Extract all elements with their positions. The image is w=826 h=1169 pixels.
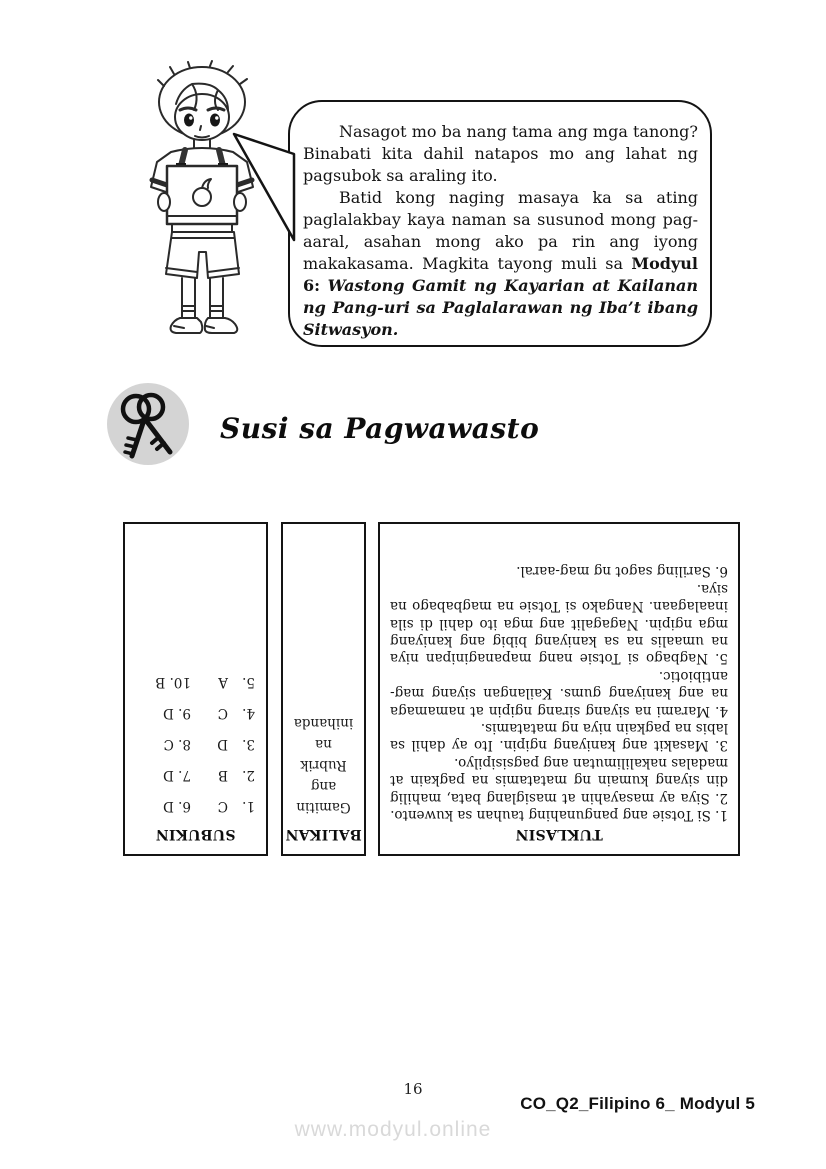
answer-box-balikan bbox=[281, 522, 366, 856]
item-number: 5. bbox=[242, 674, 255, 690]
answer-row bbox=[125, 675, 266, 689]
subukin-rows bbox=[125, 675, 266, 813]
tuklasin-item: 2. Siya ay masayahin at masiglang bata, mahilig din siyang kumain ng matatamis na pagkain at madalas nakalilimutan ang pagsisipilyo. bbox=[390, 754, 728, 806]
balikan-line: inihanda bbox=[293, 715, 354, 731]
answer-row bbox=[125, 799, 266, 813]
balikan-line: Gamitin bbox=[296, 799, 351, 815]
answer-row bbox=[125, 768, 266, 782]
answer-row bbox=[125, 706, 266, 720]
item-number: 2. bbox=[242, 767, 255, 783]
bubble-paragraph-2 bbox=[303, 187, 698, 341]
tuklasin-item: 4. Marami na siyang sirang ngipin at namamaga na ang kaniyang gums. Kailangan siyang mag-antibiotic. bbox=[390, 667, 728, 719]
subukin-title: SUBUKIN bbox=[155, 826, 236, 842]
tuklasin-item: 3. Masakit ang kaniyang ngipin. Ito ay dahil sa labis na pagkain niya ng matatamis. bbox=[390, 719, 728, 754]
tuklasin-item: 6. Sariling sagot ng mag-aaral. bbox=[516, 563, 728, 580]
balikan-line: Rubrik bbox=[300, 757, 347, 773]
answer-box-tuklasin bbox=[378, 522, 740, 856]
bubble-text-bold-italic: Wastong Gamit ng Kayarian at Kailanan ng Pang-uri sa Paglalarawan ng Iba’t ibang Sitwasyon. bbox=[303, 276, 698, 339]
balikan-line: ang bbox=[310, 778, 337, 794]
page-number: 16 bbox=[403, 1080, 423, 1098]
item-pair: 10. B bbox=[155, 674, 191, 690]
item-pair: 7. D bbox=[163, 767, 191, 783]
tuklasin-item: 5. Nagbago si Totsie nang mapanaginipan niya na umaalis na sa kaniyang bibig ang kaniyang mga ngipin. Nagagalit ang mga ito dahil di sila inaalagaan. Nangako si Totsie na magbabago na siya. bbox=[390, 580, 728, 667]
item-answer: C bbox=[217, 798, 228, 814]
balikan-title: BALIKAN bbox=[285, 826, 362, 842]
bubble-text-normal: Batid kong naging masaya ka sa ating paglalakbay kaya naman sa susunod mong pag-aaral, asahan mong ako pa rin ang iyong makakasama. Magkita tayong muli sa bbox=[303, 188, 698, 273]
item-number: 4. bbox=[242, 705, 255, 721]
item-answer: B bbox=[218, 767, 228, 783]
tuklasin-item: 1. Si Totsie ang pangunahing tauhan sa kuwento. bbox=[390, 807, 728, 823]
item-number: 1. bbox=[242, 798, 255, 814]
item-number: 3. bbox=[242, 736, 255, 752]
item-pair: 8. C bbox=[163, 736, 191, 752]
speech-tail-icon bbox=[232, 128, 298, 246]
watermark-text: www.modyul.online bbox=[294, 1118, 492, 1141]
speech-bubble bbox=[288, 100, 712, 347]
answer-box-subukin bbox=[123, 522, 268, 856]
tuklasin-title: TUKLASIN bbox=[515, 826, 603, 842]
item-pair: 9. D bbox=[163, 705, 191, 721]
item-answer: C bbox=[217, 705, 228, 721]
balikan-text bbox=[283, 712, 364, 817]
item-answer: D bbox=[217, 736, 228, 752]
answer-row bbox=[125, 737, 266, 751]
item-answer: A bbox=[218, 674, 228, 690]
bubble-text-bold: Modyul 6: bbox=[303, 254, 698, 295]
tuklasin-items bbox=[380, 562, 738, 826]
keys-icon bbox=[106, 382, 190, 466]
section-title: Susi sa Pagwawasto bbox=[220, 412, 540, 445]
balikan-line: na bbox=[315, 736, 332, 752]
bubble-paragraph-1: Nasagot mo ba nang tama ang mga tanong? Binabati kita dahil natapos mo ang lahat ng pagsubok sa araling ito. bbox=[303, 122, 698, 185]
footer-module-code: CO_Q2_Filipino 6_ Modyul 5 bbox=[520, 1094, 755, 1113]
item-pair: 6. D bbox=[163, 798, 191, 814]
